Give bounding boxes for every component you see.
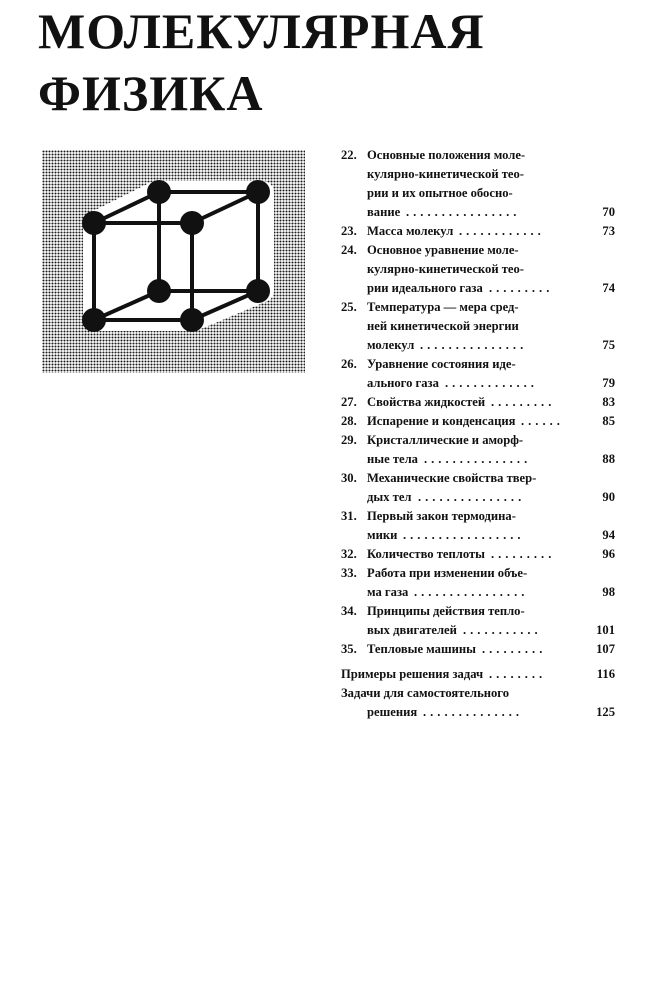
toc-page-number: 83 bbox=[602, 395, 615, 409]
toc-entry-line bbox=[341, 393, 615, 412]
toc-entry-number: 23. bbox=[341, 224, 357, 238]
title-line-1: МОЛЕКУЛЯРНАЯ bbox=[38, 3, 485, 59]
toc-entry-line bbox=[341, 583, 615, 602]
toc-entry-line bbox=[341, 621, 615, 640]
toc-entry-line bbox=[341, 602, 615, 621]
toc-entry-line bbox=[341, 298, 615, 317]
toc-entry-line bbox=[341, 146, 615, 165]
toc-entry-number: 32. bbox=[341, 547, 357, 561]
cubic-crystal-lattice-icon bbox=[42, 150, 305, 373]
toc-leader-dots: ...... bbox=[521, 414, 564, 428]
toc-leader-dots: ............ bbox=[459, 224, 545, 238]
toc-entry-number: 27. bbox=[341, 395, 357, 409]
toc-entry-number: 31. bbox=[341, 509, 357, 523]
toc-entry-line bbox=[341, 260, 615, 279]
toc-entry-text: Количество теплоты bbox=[367, 547, 485, 561]
toc-entry-number: 25. bbox=[341, 300, 357, 314]
toc-entry-number: 30. bbox=[341, 471, 357, 485]
toc-leader-dots: .............. bbox=[423, 705, 524, 719]
toc-page-number: 90 bbox=[602, 490, 615, 504]
toc-page-number: 96 bbox=[602, 547, 615, 561]
table-of-contents bbox=[341, 146, 615, 722]
toc-leader-dots: ........... bbox=[463, 623, 542, 637]
toc-entry-line bbox=[341, 545, 615, 564]
toc-entry-line bbox=[341, 684, 615, 703]
toc-entry-line bbox=[341, 279, 615, 298]
toc-entry-text: Свойства жидкостей bbox=[367, 395, 486, 409]
toc-entry-number: 28. bbox=[341, 414, 357, 428]
toc-entry-text: дых тел bbox=[367, 490, 412, 504]
toc-leader-dots: ............. bbox=[445, 376, 538, 390]
toc-page-number: 125 bbox=[596, 705, 615, 719]
toc-entry-line bbox=[341, 450, 615, 469]
toc-entry-number: 22. bbox=[341, 148, 357, 162]
toc-entry-line bbox=[341, 355, 615, 374]
toc-entry-number: 29. bbox=[341, 433, 357, 447]
toc-entry-line bbox=[341, 469, 615, 488]
toc-entry-text: Первый закон термодина- bbox=[367, 509, 516, 523]
toc-page-number: 101 bbox=[596, 623, 615, 637]
toc-page-number: 94 bbox=[602, 528, 615, 542]
toc-leader-dots: ......... bbox=[489, 281, 554, 295]
toc-entry-line bbox=[341, 488, 615, 507]
toc-page-number: 74 bbox=[602, 281, 615, 295]
toc-entry-text: Основные положения моле- bbox=[367, 148, 526, 162]
toc-entry-text: кулярно-кинетической тео- bbox=[367, 262, 524, 276]
toc-entry-line bbox=[341, 374, 615, 393]
toc-entry-line bbox=[341, 412, 615, 431]
toc-entry-text: кулярно-кинетической тео- bbox=[367, 167, 524, 181]
toc-page-number: 88 bbox=[602, 452, 615, 466]
toc-page-number: 98 bbox=[602, 585, 615, 599]
toc-entry-line bbox=[341, 241, 615, 260]
toc-entry-line bbox=[341, 184, 615, 203]
toc-entry-text: Механические свойства твер- bbox=[367, 471, 537, 485]
toc-entry-text: решения bbox=[367, 705, 418, 719]
toc-leader-dots: ............... bbox=[420, 338, 528, 352]
toc-entry-line bbox=[341, 336, 615, 355]
toc-leader-dots: ......... bbox=[482, 642, 547, 656]
toc-page-number: 73 bbox=[602, 224, 615, 238]
toc-entry-text: Уравнение состояния иде- bbox=[367, 357, 516, 371]
toc-entry-number: 33. bbox=[341, 566, 357, 580]
toc-entry-line bbox=[341, 703, 615, 722]
toc-leader-dots: ......... bbox=[491, 395, 556, 409]
toc-entry-line bbox=[341, 564, 615, 583]
toc-entry-text: рии идеального газа bbox=[367, 281, 483, 295]
toc-page-number: 85 bbox=[602, 414, 615, 428]
toc-entry-text: ального газа bbox=[367, 376, 439, 390]
toc-entry-text: мики bbox=[367, 528, 398, 542]
toc-entry-text: Работа при изменении объе- bbox=[367, 566, 528, 580]
toc-page-number: 107 bbox=[596, 642, 615, 656]
toc-entry-number: 24. bbox=[341, 243, 357, 257]
toc-entry-text: молекул bbox=[367, 338, 415, 352]
toc-leader-dots: ............... bbox=[418, 490, 526, 504]
toc-leader-dots: ................. bbox=[403, 528, 525, 542]
toc-leader-dots: ................ bbox=[406, 205, 521, 219]
toc-entry-line bbox=[341, 222, 615, 241]
toc-entry-text: вых двигателей bbox=[367, 623, 457, 637]
toc-entry-line bbox=[341, 165, 615, 184]
toc-entry-line bbox=[341, 203, 615, 222]
toc-entry-number: 26. bbox=[341, 357, 357, 371]
toc-entry-line bbox=[341, 317, 615, 336]
title-line-2: ФИЗИКА bbox=[38, 65, 264, 121]
toc-page-number: 70 bbox=[602, 205, 615, 219]
toc-leader-dots: ......... bbox=[491, 547, 556, 561]
toc-page-number: 75 bbox=[602, 338, 615, 352]
toc-entry-text: Испарение и конденсация bbox=[367, 414, 516, 428]
toc-entry-text: вание bbox=[367, 205, 401, 219]
toc-entry-line bbox=[341, 665, 615, 684]
toc-entry-line bbox=[341, 640, 615, 659]
toc-entry-text: рии и их опытное обосно- bbox=[367, 186, 513, 200]
toc-page-number: 116 bbox=[596, 667, 615, 681]
toc-entry-text: Масса молекул bbox=[367, 224, 454, 238]
toc-entry-line bbox=[341, 526, 615, 545]
toc-entry-text: ные тела bbox=[367, 452, 418, 466]
toc-entry-text: Примеры решения задач bbox=[341, 667, 484, 681]
toc-entry-line bbox=[341, 507, 615, 526]
toc-entry-text: Принципы действия тепло- bbox=[367, 604, 525, 618]
toc-entry-text: Кристаллические и аморф- bbox=[367, 433, 524, 447]
toc-entry-text: Тепловые машины bbox=[367, 642, 476, 656]
section-title bbox=[38, 0, 638, 124]
toc-entry-text: ма газа bbox=[367, 585, 409, 599]
toc-entry-text: Температура — мера сред- bbox=[367, 300, 519, 314]
toc-entry-text: ней кинетической энергии bbox=[367, 319, 519, 333]
toc-entry-text: Задачи для самостоятельного bbox=[341, 686, 509, 700]
toc-page-number: 79 bbox=[602, 376, 615, 390]
toc-entry-text: Основное уравнение моле- bbox=[367, 243, 519, 257]
toc-leader-dots: ............... bbox=[424, 452, 532, 466]
toc-entry-number: 35. bbox=[341, 642, 357, 656]
toc-leader-dots: ................ bbox=[414, 585, 529, 599]
toc-entry-line bbox=[341, 431, 615, 450]
toc-leader-dots: ........ bbox=[489, 667, 547, 681]
toc-entry-number: 34. bbox=[341, 604, 357, 618]
